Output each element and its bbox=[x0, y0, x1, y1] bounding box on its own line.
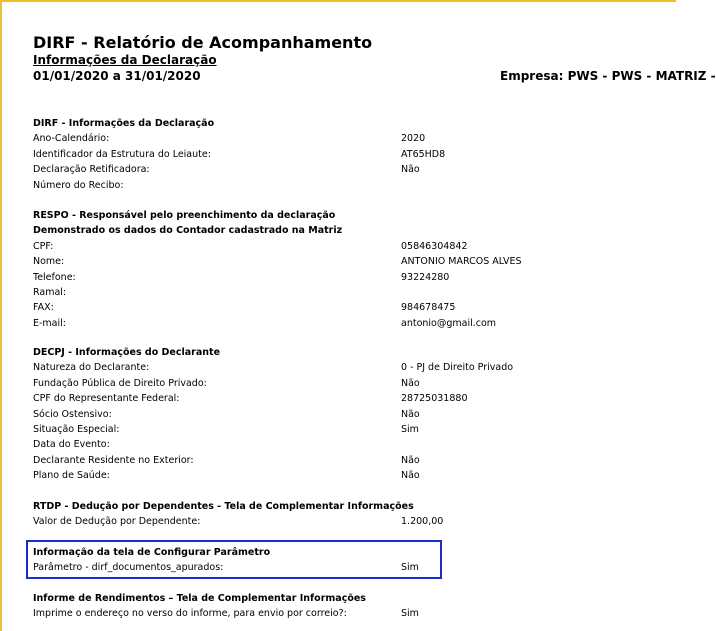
field-value: 93224280 bbox=[401, 271, 450, 283]
field-value: Não bbox=[401, 408, 420, 420]
section-heading: RESPO - Responsável pelo preenchimento da declaração bbox=[33, 210, 336, 221]
field-row bbox=[33, 254, 673, 269]
field-row bbox=[33, 316, 673, 331]
field-label: Parâmetro - dirf_documentos_apurados: bbox=[33, 562, 224, 574]
field-row bbox=[33, 162, 673, 177]
field-row bbox=[33, 300, 673, 315]
section-heading: DECPJ - Informações do Declarante bbox=[33, 347, 221, 358]
field-value: 0 - PJ de Direito Privado bbox=[401, 362, 514, 374]
field-row bbox=[33, 514, 673, 529]
field-value: 28725031880 bbox=[401, 393, 468, 405]
field-value: 05846304842 bbox=[401, 240, 468, 252]
field-label: Nome: bbox=[33, 256, 65, 268]
field-value: Não bbox=[401, 470, 420, 482]
field-label: Valor de Dedução por Dependente: bbox=[33, 516, 201, 528]
field-row bbox=[33, 606, 673, 621]
field-row bbox=[33, 270, 673, 285]
field-row bbox=[33, 560, 673, 575]
field-label: FAX: bbox=[33, 302, 54, 314]
field-label: Ano-Calendário: bbox=[33, 133, 110, 145]
field-label: Fundação Pública de Direito Privado: bbox=[33, 377, 207, 389]
section-subheading: Demonstrado os dados do Contador cadastrado na Matriz bbox=[33, 225, 343, 237]
field-row bbox=[33, 422, 673, 437]
field-row bbox=[33, 239, 673, 254]
company-name: Empresa: PWS - PWS - MATRIZ - bbox=[500, 69, 716, 83]
section-heading: Informe de Rendimentos – Tela de Complementar Informações bbox=[33, 593, 366, 604]
field-value: Sim bbox=[401, 423, 419, 435]
section-decpj bbox=[33, 345, 673, 484]
field-label: E-mail: bbox=[33, 317, 66, 329]
section-heading: Informação da tela de Configurar Parâmetro bbox=[33, 547, 271, 558]
field-row bbox=[33, 147, 673, 162]
field-value: Não bbox=[401, 454, 420, 466]
report-subtitle: Informações da Declaração bbox=[33, 53, 217, 67]
section-heading: DIRF - Informações da Declaração bbox=[33, 118, 215, 129]
section-heading: RTDP - Dedução por Dependentes - Tela de Complementar Informações bbox=[33, 501, 414, 512]
field-row bbox=[33, 407, 673, 422]
field-label: Telefone: bbox=[33, 271, 76, 283]
field-value: Não bbox=[401, 164, 420, 176]
field-label: Sócio Ostensivo: bbox=[33, 408, 112, 420]
field-row bbox=[33, 468, 673, 483]
field-label: Plano de Saúde: bbox=[33, 470, 110, 482]
field-label: CPF do Representante Federal: bbox=[33, 393, 180, 405]
field-value: Sim bbox=[401, 562, 419, 574]
field-row bbox=[33, 360, 673, 375]
field-value: 984678475 bbox=[401, 302, 456, 314]
field-label: CPF: bbox=[33, 240, 54, 252]
field-value: ANTONIO MARCOS ALVES bbox=[401, 256, 522, 268]
field-label: Número do Recibo: bbox=[33, 179, 124, 191]
field-label: Declarante Residente no Exterior: bbox=[33, 454, 194, 466]
section-respo bbox=[33, 208, 673, 331]
section-dirf bbox=[33, 116, 673, 193]
field-value: antonio@gmail.com bbox=[401, 317, 497, 329]
field-row bbox=[33, 453, 673, 468]
report-period: 01/01/2020 a 31/01/2020 bbox=[33, 69, 201, 83]
section-config-parameter bbox=[33, 545, 673, 576]
field-label: Data do Evento: bbox=[33, 439, 110, 451]
field-row bbox=[33, 178, 673, 193]
field-row bbox=[33, 376, 673, 391]
section-informe bbox=[33, 591, 673, 622]
field-row bbox=[33, 285, 673, 300]
field-label: Imprime o endereço no verso do informe, para envio por correio?: bbox=[33, 608, 347, 620]
field-label: Situação Especial: bbox=[33, 423, 120, 435]
field-value: 1.200,00 bbox=[401, 516, 444, 528]
field-label: Declaração Retificadora: bbox=[33, 164, 150, 176]
field-label: Natureza do Declarante: bbox=[33, 362, 150, 374]
field-value: Sim bbox=[401, 608, 419, 620]
report-title: DIRF - Relatório de Acompanhamento bbox=[33, 33, 373, 52]
field-label: Ramal: bbox=[33, 286, 67, 298]
field-row bbox=[33, 391, 673, 406]
field-value: 2020 bbox=[401, 133, 426, 145]
field-value: AT65HD8 bbox=[401, 148, 446, 160]
field-row bbox=[33, 131, 673, 146]
field-value: Não bbox=[401, 377, 420, 389]
field-row bbox=[33, 437, 673, 452]
field-label: Identificador da Estrutura do Leiaute: bbox=[33, 148, 211, 160]
section-rtdp bbox=[33, 499, 673, 530]
